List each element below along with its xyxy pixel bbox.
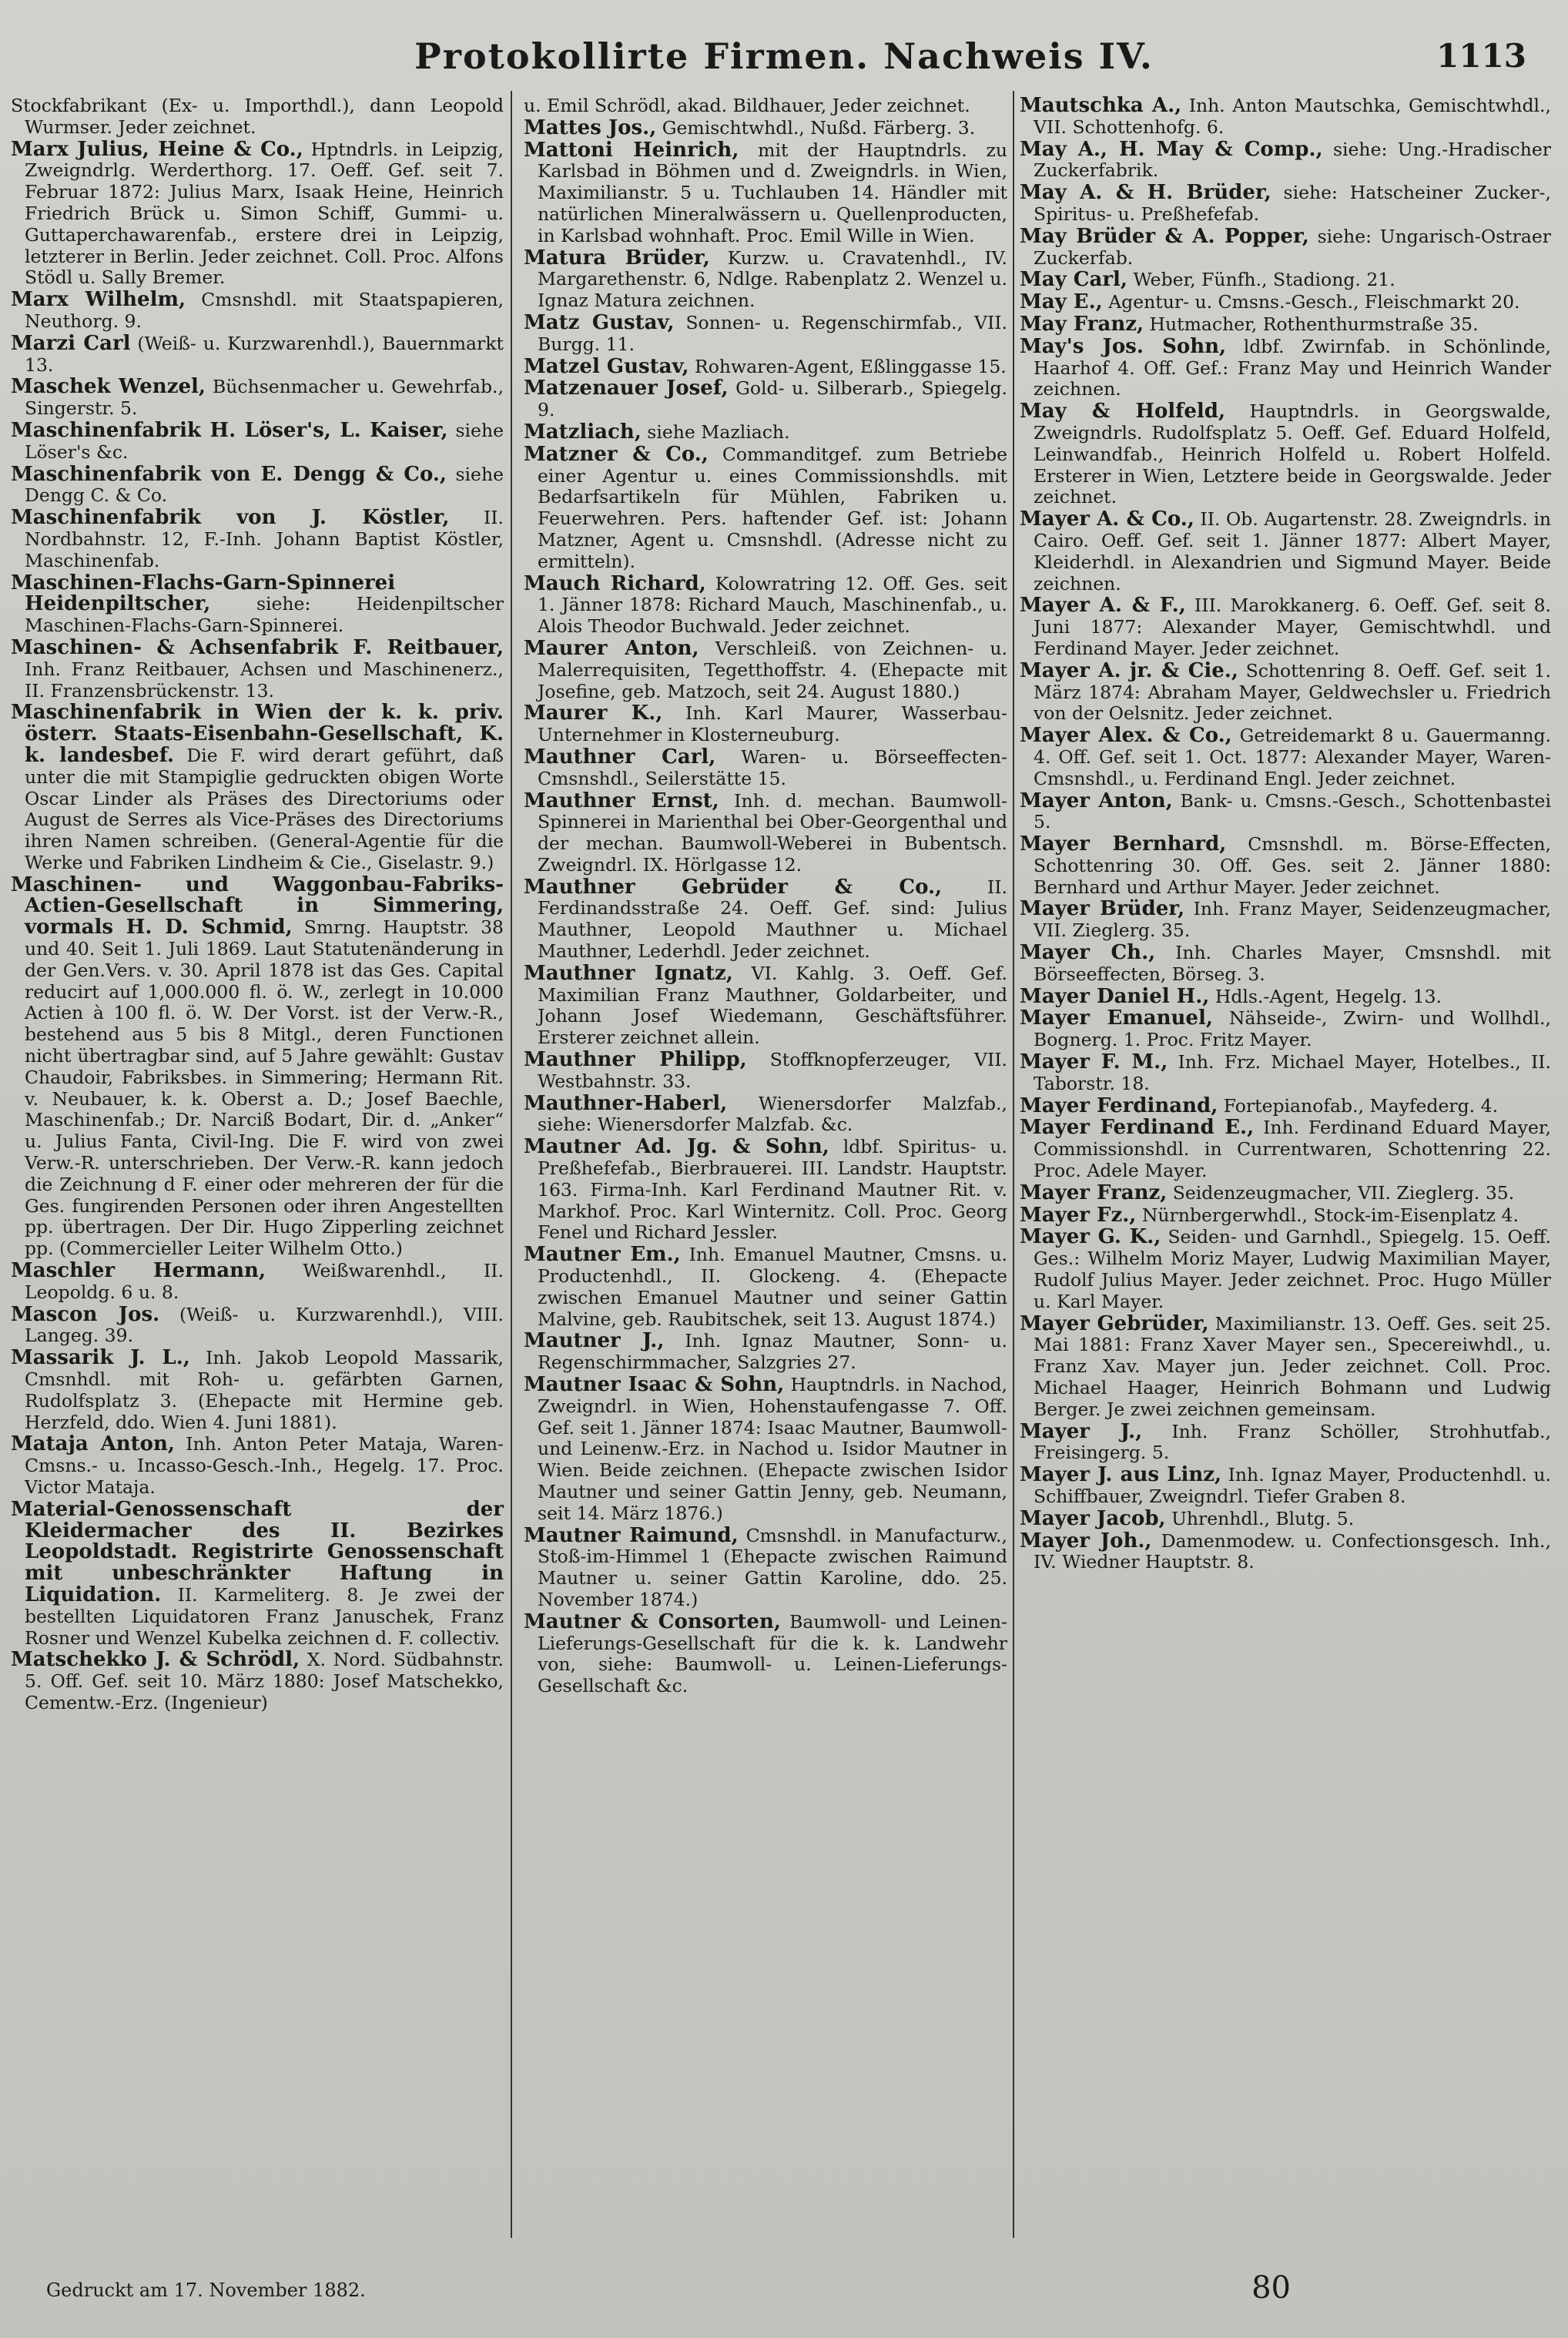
entry-firm-name: Mauthner-Haberl, (524, 1091, 728, 1115)
entry-firm-name: Mascon Jos. (11, 1302, 160, 1326)
directory-entry (1020, 1311, 1551, 1421)
entry-text: siehe: Ungarisch-Ostraer Zuckerfab. (1034, 225, 1552, 269)
entry-firm-name: Maschinenfabrik von E. Dengg & Co., (11, 462, 447, 486)
entry-text: Inh. Anton Mautschka, Gemischtwhdl., VII. Schottenhofg. 6. (1034, 95, 1551, 138)
entry-text: siehe: Hatscheiner Zucker-, Spiritus- u. Preßhefefab. (1034, 182, 1551, 225)
entry-text: u. Emil Schrödl, akad. Bildhauer, Jeder zeichnet. (524, 95, 970, 116)
directory-entry (524, 1523, 1007, 1611)
directory-entry (11, 95, 504, 139)
entry-firm-name: Mayer Ferdinand, (1020, 1094, 1218, 1117)
entry-text: Inh. Ignaz Mayer, Productenhdl. u. Schiffbauer, Zweigndrl. Tiefer Graben 8. (1034, 1464, 1551, 1507)
entry-text: Schottenring 8. Oeff. Gef. seit 1. März 1874: Abraham Mayer, Geldwechsler u. Friedrich von der Oelsnitz. Jeder zeichnet. (1034, 659, 1551, 725)
entry-text: II. Nordbahnstr. 12, F.-Inh. Johann Baptist Köstler, Maschinenfab. (25, 507, 504, 571)
entry-firm-name: Mayer J. aus Linz, (1020, 1463, 1222, 1487)
entry-text: Commanditgef. zum Betriebe einer Agentur u. eines Commissionshdls. mit Bedarfsartikeln für Mühlen, Fabriken u. Feuerwehren. Pers. haftender Gef. ist: Johann Matzner, Agent u. Cmsnshdl. (Adresse nicht zu ermitteln). (538, 443, 1007, 572)
entry-firm-name: Mauthner Gebrüder & Co., (524, 875, 943, 899)
entry-text: Getreidemarkt 8 u. Gauermanng. 4. Off. Gef. seit 1. Oct. 1877: Alexander Mayer, Waren-Cmsnshdl., u. Ferdinand Engl. Jeder zeichnet. (1034, 725, 1551, 789)
entry-text: Agentur- u. Cmsns.-Gesch., Fleischmarkt 20. (1108, 291, 1520, 313)
entry-firm-name: Marx Julius, Heine & Co., (11, 137, 303, 161)
directory-entry (1020, 1096, 1551, 1117)
directory-entry (11, 702, 504, 873)
entry-firm-name: Massarik J. L., (11, 1346, 190, 1370)
entry-firm-name: Mayer Ch., (1020, 941, 1156, 965)
column-divider (1013, 91, 1014, 2238)
directory-entry (11, 1348, 504, 1433)
entry-firm-name: Mayer Ferdinand E., (1020, 1116, 1255, 1140)
entry-text: Büchsenmacher u. Gewehrfab., Singerstr. 5. (25, 376, 504, 420)
directory-entry (1020, 139, 1551, 183)
entry-firm-name: Mauthner Philipp, (524, 1048, 747, 1072)
entry-firm-name: Mauthner Carl, (524, 745, 716, 769)
directory-entry (1020, 1205, 1551, 1227)
entry-text: Gemischtwhdl., Nußd. Färberg. 3. (662, 116, 976, 139)
entry-text: Cmsnshdl. mit Staatspapieren, Neuthorg. 9. (25, 289, 504, 332)
directory-entry (11, 464, 504, 507)
entry-firm-name: May E., (1020, 290, 1103, 314)
entry-text: Rohwaren-Agent, Eßlinggasse 15. (695, 355, 1007, 377)
entry-text: Gold- u. Silberarb., Spiegelg. 9. (538, 377, 1007, 421)
page-title: Protokollirte Firmen. Nachweis IV. (414, 35, 1154, 77)
directory-entry (11, 1650, 504, 1713)
column-left (11, 95, 504, 1715)
entry-text: Inh. Franz Mayer, Seidenzeugmacher, VII. Zieglerg. 35. (1034, 898, 1551, 942)
directory-entry (524, 747, 1007, 790)
directory-entry (524, 1375, 1007, 1525)
entry-firm-name: Maschinen-Flachs-Garn-Spinnerei Heidenpiltscher, (11, 571, 396, 616)
directory-entry (1020, 1227, 1551, 1312)
entry-text: Inh. Karl Maurer, Wasserbau-Unternehmer in Klosterneuburg. (538, 702, 1007, 746)
directory-entry (11, 139, 504, 290)
entry-firm-name: Mataja Anton, (11, 1432, 175, 1456)
directory-entry (11, 573, 504, 637)
entry-text: Hdls.-Agent, Hegelg. 13. (1215, 985, 1442, 1007)
entry-firm-name: Mayer Brüder, (1020, 897, 1185, 921)
page-number: 1113 (1436, 37, 1526, 75)
entry-firm-name: Maschler Hermann, (11, 1259, 266, 1283)
directory-entry (1020, 270, 1551, 291)
directory-entry (1020, 1531, 1551, 1574)
entry-text: Kurzw. u. Cravatenhdl., IV. Margarethenstr. 6, Ndlge. Rabenplatz 2. Wenzel u. Ignaz Matura zeichnen. (538, 246, 1007, 312)
directory-entry (1020, 509, 1551, 595)
entry-text: II. Ob. Augartenstr. 28. Zweigndrls. in Cairo. Oeff. Gef. seit 1. Jänner 1877: Albert Mayer, Kleiderhdl. in Alexandrien und Sigmund Mayer. Beide zeichnen. (1034, 508, 1551, 595)
entry-text: Nähseide-, Zwirn- und Wollhdl., Bognerg. 1. Proc. Fritz Mayer. (1034, 1007, 1551, 1051)
entry-firm-name: Maschek Wenzel, (11, 375, 206, 399)
entry-firm-name: Maschinenfabrik H. Löser's, L. Kaiser, (11, 418, 448, 442)
directory-entry (11, 290, 504, 333)
directory-entry (1020, 1419, 1551, 1465)
entry-text: Inh. Anton Peter Mataja, Waren-Cmsns.- u. Incasso-Gesch.-Inh., Hegelg. 17. Proc. Victor Mataja. (25, 1433, 504, 1498)
entry-text: III. Marokkanerg. 6. Oeff. Gef. seit 8. Juni 1877: Alexander Mayer, Gemischtwhdl. und Ferdinand Mayer. Jeder zeichnet. (1034, 595, 1551, 659)
directory-entry (1020, 986, 1551, 1008)
directory-entry (11, 875, 504, 1260)
entry-text: X. Nord. Südbahnstr. 5. Off. Gef. seit 10. März 1880: Josef Matschekko, Cementw.-Erz. (Ingenieur) (25, 1649, 504, 1713)
entry-text: siehe Mazliach. (647, 420, 790, 443)
directory-entry (1020, 1052, 1551, 1095)
entry-firm-name: Mayer A. jr. & Cie., (1020, 658, 1238, 682)
entry-firm-name: Mauthner Ignatz, (524, 961, 733, 985)
page-footer (46, 2270, 1545, 2309)
entry-text: Kolowratring 12. Off. Ges. seit 1. Jänner 1878: Richard Mauch, Maschinenfab., u. Alois Theodor Buchwald. Jeder zeichnet. (538, 572, 1008, 638)
entry-text: Verschleiß. von Zeichnen- u. Malerrequisiten, Tegetthoffstr. 4. (Ehepacte mit Josefine, geb. Matzoch, seit 24. August 1880.) (538, 637, 1007, 702)
entry-firm-name: Mayer Anton, (1020, 789, 1173, 812)
entry-text: Fortepianofab., Mayfederg. 4. (1223, 1094, 1499, 1117)
directory-entry (11, 1434, 504, 1498)
entry-text: siehe Dengg C. & Co. (25, 463, 504, 507)
entry-text: Waren- u. Börseeffecten-Cmsnshdl., Seilerstätte 15. (538, 745, 1007, 789)
entry-text: siehe: Heidenpiltscher Maschinen-Flachs-Garn-Spinnerei. (25, 593, 504, 637)
entry-text: Seidenzeugmacher, VII. Zieglerg. 35. (1172, 1181, 1515, 1204)
directory-entry (524, 877, 1007, 963)
entry-text: Hauptndrls. in Nachod, Zweigndrl. in Wien, Hohenstaufengasse 7. Off. Gef. seit 1. Jänner 1874: Isaac Mautner, Baumwoll- und Leinenw.-Erz. in Nachod u. Isidor Mautner in Wien. Beide zeichnen. (Ehepacte zwischen Isidor Mautner und seiner Gattin Jenny, geb. Neumann, seit 14. März 1876.) (538, 1374, 1007, 1524)
entry-text: siehe: Ung.-Hradischer Zuckerfabrik. (1034, 138, 1551, 182)
directory-entry (524, 638, 1007, 702)
entry-text: Inh. Frz. Michael Mayer, Hotelbes., II. Taborstr. 18. (1034, 1051, 1551, 1094)
entry-firm-name: Mautner Isaac & Sohn, (524, 1373, 785, 1397)
directory-entry (1020, 725, 1551, 789)
entry-firm-name: Mayer F. M., (1020, 1050, 1168, 1074)
entry-firm-name: Mayer Fz., (1020, 1203, 1137, 1227)
directory-entry (11, 1261, 504, 1304)
entry-firm-name: Mautner Raimund, (524, 1523, 739, 1547)
directory-entry (1020, 658, 1551, 725)
entry-text: Sonnen- u. Regenschirmfab., VII. Burgg. 11. (538, 311, 1008, 355)
entry-firm-name: Mayer A. & F., (1020, 594, 1186, 618)
entry-firm-name: Mayer Alex. & Co., (1020, 724, 1232, 748)
entry-text: mit der Hauptndrls. zu Karlsbad in Böhmen und d. Zweigndrls. in Wien, Maximilianstr. 5 u. Tuchlauben 14. Händler mit natürlichen Mineralwässern u. Quellenproducten, in Karlsbad wohnhaft. Proc. Emil Wille in Wien. (538, 139, 1007, 246)
entry-text: ldbf. Spiritus- u. Preßhefefab., Bierbrauerei. III. Landstr. Hauptstr. 163. Firma-Inh. Karl Ferdinand Mautner Rit. v. Markhof. Proc. Karl Winternitz. Coll. Proc. Georg Fenel und Richard Jessler. (538, 1136, 1007, 1244)
directory-entry (524, 1609, 1007, 1697)
directory-entry (1020, 1117, 1551, 1181)
entry-firm-name: Mayer Jacob, (1020, 1506, 1166, 1530)
entry-text: Hauptndrls. in Georgswalde, Zweigndrls. Rudolfsplatz 5. Oeff. Gef. Eduard Holfeld, Leinwandfab., Heinrich Holfeld u. Robert Holfeld. Ersterer in Wien, Letztere beide in Georgswalde. Jeder zeichnet. (1034, 400, 1551, 508)
directory-entry (11, 635, 504, 702)
entry-firm-name: Mattoni Heinrich, (524, 138, 739, 162)
entry-firm-name: Maurer K., (524, 702, 663, 725)
signature-mark: 80 (1251, 2270, 1291, 2306)
entry-firm-name: Matz Gustav, (524, 310, 675, 334)
entry-text: Hptndrls. in Leipzig, Zweigndrlg. Werderthorg. 17. Oeff. Gef. seit 7. Februar 1872: Julius Marx, Isaak Heine, Heinrich Friedrich Brück u. Simon Schiff, Gummi- u. Guttaperchawarenfab., erstere drei in Leipzig, letzterer in Berlin. Jeder zeichnet. Coll. Proc. Alfons Stödl u. Sally Bremer. (25, 138, 504, 289)
directory-entry (524, 378, 1007, 421)
directory-entry (1020, 943, 1551, 986)
entry-text: (Weiß- u. Kurzwarenhdl.), VIII. Langeg. 39. (25, 1303, 504, 1347)
entry-firm-name: May & Holfeld, (1020, 400, 1225, 424)
directory-entry (1020, 95, 1551, 139)
entry-firm-name: Mayer Gebrüder, (1020, 1311, 1209, 1335)
entry-firm-name: Mautner Ad. Jg. & Sohn, (524, 1135, 829, 1159)
entry-text: Stoffknopferzeuger, VII. Westbahnstr. 33. (538, 1049, 1007, 1092)
directory-entry (1020, 292, 1551, 313)
directory-entry (524, 1244, 1007, 1330)
entry-firm-name: Matzner & Co., (524, 442, 709, 466)
directory-entry (1020, 314, 1551, 336)
entry-text: Bank- u. Cmsns.-Gesch., Schottenbastei 5. (1034, 789, 1551, 833)
entry-text: Cmsnshdl. m. Börse-Effecten, Schottenring 30. Off. Ges. seit 2. Jänner 1880: Bernhard und Arthur Mayer. Jeder zeichnet. (1034, 833, 1551, 898)
entry-firm-name: Maschinenfabrik von J. Köstler, (11, 506, 450, 530)
directory-entry (1020, 334, 1552, 400)
entry-text: II. Ferdinandsstraße 24. Oeff. Gef. sind: Julius Mauthner, Leopold Mauthner u. Michael Mauthner, Lederhdl. Jeder zeichnet. (538, 876, 1007, 963)
entry-text: Inh. d. mechan. Baumwoll-Spinnerei in Marienthal bei Ober-Georgenthal und der mechan. Baumwoll-Weberei in Bubentsch. Zweigndrl. IX. Hörlgasse 12. (538, 789, 1007, 876)
directory-entry (524, 1137, 1007, 1244)
directory-entry (524, 571, 1008, 638)
entry-firm-name: Mayer G. K., (1020, 1225, 1161, 1249)
directory-entry (11, 507, 504, 571)
directory-entry (524, 310, 1008, 356)
entry-firm-name: Material-Genossenschaft der Kleidermacher des II. Bezirkes Leopoldstadt. Registrirte Genossenschaft mit unbeschränkter Haftung in Liquidation. (11, 1497, 504, 1606)
entry-text: Inh. Jakob Leopold Massarik, Cmsnhdl. mit Roh- u. gefärbten Garnen, Rudolfsplatz 3. (Ehepacte mit Hermine geb. Herzfeld, ddo. Wien 4. Juni 1881). (25, 1347, 504, 1433)
directory-entry (1020, 595, 1551, 659)
entry-firm-name: Mautner J., (524, 1329, 665, 1353)
entry-firm-name: Marx Wilhelm, (11, 288, 186, 312)
entry-text: Maximilianstr. 13. Oeff. Ges. seit 25. Mai 1881: Franz Xaver Mayer sen., Specereiwhdl., u. Franz Xav. Mayer jun. Jeder zeichnet. Coll. Proc. Michael Haager, Heinrich Bohmann und Ludwig Berger. Je zwei zeichnen gemeinsam. (1034, 1312, 1551, 1420)
directory-entry (524, 1091, 1007, 1137)
entry-text: Die F. wird derart geführt, daß unter die mit Stampiglie gedruckten obigen Worte Oscar Linder als Präses des Directoriums oder August de Serres als Vice-Präses des Directoriums ihren Namen schreiben. (General-Agentie für die Werke und Fabriken Lindheim & Cie., Giselastr. 9.) (25, 744, 504, 873)
entry-text: Cmsnshdl. in Manufacturw., Stoß-im-Himmel 1 (Ehepacte zwischen Raimund Mautner u. seiner Gattin Karoline, ddo. 25. November 1874.) (538, 1524, 1007, 1610)
directory-entry (524, 444, 1007, 573)
directory-entry (1020, 1506, 1551, 1530)
entry-firm-name: May A. & H. Brüder, (1020, 181, 1271, 205)
entry-firm-name: Matzel Gustav, (524, 354, 689, 378)
column-right (1020, 95, 1551, 1574)
entry-text: Hutmacher, Rothenthurmstraße 35. (1149, 313, 1479, 335)
entry-firm-name: May A., H. May & Comp., (1020, 137, 1323, 161)
entry-firm-name: Mauthner Ernst, (524, 789, 719, 812)
entry-firm-name: Maschinen- und Waggonbau-Fabriks-Actien-Gesellschaft in Simmering, vormals H. D. Schmid, (11, 873, 504, 940)
directory-entry (524, 1050, 1007, 1093)
entry-firm-name: Mautschka A., (1020, 94, 1182, 117)
column-middle (524, 95, 1007, 1698)
entry-text: Seiden- und Garnhdl., Spiegelg. 15. Oeff. Ges.: Wilhelm Moriz Mayer, Ludwig Maximilian Mayer, Rudolf Julius Mayer. Jeder zeichnet. Proc. Hugo Müller u. Karl Mayer. (1034, 1226, 1551, 1312)
entry-text: Inh. Franz Reitbauer, Achsen und Maschinenerz., II. Franzensbrückenstr. 13. (25, 658, 504, 702)
entry-firm-name: Mayer Emanuel, (1020, 1007, 1213, 1030)
entry-firm-name: Mayer J., (1020, 1419, 1143, 1443)
entry-text: Baumwoll- und Leinen-Lieferungs-Gesellschaft für die k. k. Landwehr von, siehe: Baumwoll- u. Leinen-Lieferungs-Gesellschaft &c. (538, 1610, 1007, 1697)
directory-entry (524, 140, 1007, 247)
directory-entry (524, 963, 1007, 1049)
entry-firm-name: Matura Brüder, (524, 246, 710, 270)
directory-entry (1020, 899, 1551, 942)
entry-firm-name: Mayer Franz, (1020, 1181, 1168, 1204)
entry-firm-name: Mayer A. & Co., (1020, 507, 1194, 531)
printed-date: Gedruckt am 17. November 1882. (46, 2279, 366, 2301)
directory-entry (1020, 183, 1551, 226)
entry-text: Inh. Franz Schöller, Strohhutfab., Freisingerg. 5. (1034, 1420, 1551, 1464)
entry-firm-name: Maschinen- & Achsenfabrik F. Reitbauer, (11, 635, 504, 659)
directory-entry (1020, 401, 1551, 508)
directory-entry (1020, 226, 1551, 270)
entry-firm-name: Mauch Richard, (524, 571, 706, 595)
directory-entry (524, 118, 1007, 139)
entry-text: ldbf. Zwirnfab. in Schönlinde, Haarhof 4. Off. Gef.: Franz May und Heinrich Wander zeichnen. (1034, 335, 1552, 400)
entry-text: Smrng. Hauptstr. 38 und 40. Seit 1. Juli 1869. Laut Statutenänderung in der Gen.Vers. v. 30. April 1878 ist das Ges. Capital reducirt auf 1,000.000 fl. ö. W., zerlegt in 10.000 Actien à 100 fl. ö. W. Der Vorst. ist der Verw.-R., bestehend aus 5 bis 8 Mitgl., deren Functionen nicht übertragbar sind, auf 5 Jahre gewählt: Gustav Chaudoir, Fabriksbes. in Simmering; Hermann Rit. v. Neubauer, k. k. Oberst a. D.; Josef Baechle, Maschinenfab.; Dr. Narciß Bodart, Dir. d. „Anker“ u. Julius Fanta, Civil-Ing. Die F. wird von zwei Verw.-R. unterschrieben. Der Verw.-R. kann jedoch die Zeichnung d F. einer oder mehreren der für die Ges. fungirenden Personen oder ihren Angestellten pp. übertragen. Der Dir. Hugo Zipperling zeichnet pp. (Commercieller Leiter Wilhelm Otto.) (25, 916, 504, 1260)
page-header (23, 35, 1545, 82)
directory-entry (524, 354, 1007, 378)
column-divider (511, 91, 512, 2238)
directory-entry (524, 422, 1007, 444)
directory-entry (1020, 1465, 1551, 1508)
entry-firm-name: Matschekko J. & Schrödl, (11, 1648, 300, 1672)
directory-entry (524, 703, 1007, 746)
directory-entry (11, 1302, 504, 1348)
entry-text: Nürnbergerwhdl., Stock-im-Eisenplatz 4. (1141, 1204, 1519, 1226)
entry-firm-name: Marzi Carl (11, 331, 131, 355)
entry-text: II. Karmeliterg. 8. Je zwei der bestellten Liquidatoren Franz Januschek, Franz Rosner und Wenzel Kubelka zeichnen d. F. collectiv. (25, 1583, 504, 1649)
directory-entry (1020, 1183, 1551, 1204)
directory-entry (1020, 834, 1551, 898)
entry-firm-name: Mayer Joh., (1020, 1529, 1152, 1553)
entry-text: (Weiß- u. Kurzwarenhdl.), Bauernmarkt 13. (25, 332, 504, 376)
entry-text: Inh. Ferdinand Eduard Mayer, Commissionshdl. in Currentwaren, Schottenring 22. Proc. Adele Mayer. (1034, 1117, 1551, 1182)
directory-entry (524, 95, 1007, 117)
entry-firm-name: Maurer Anton, (524, 636, 699, 660)
entry-text: siehe Löser's &c. (25, 419, 504, 463)
entry-firm-name: Matzenauer Josef, (524, 377, 729, 400)
entry-firm-name: Matzliach, (524, 420, 642, 444)
entry-firm-name: Maschinenfabrik in Wien der k. k. priv. österr. Staats-Eisenbahn-Gesellschaft, K. k. landesbef. (11, 701, 504, 767)
entry-firm-name: May Carl, (1020, 268, 1127, 292)
entry-text: Stockfabrikant (Ex- u. Importhdl.), dann Leopold Wurmser. Jeder zeichnet. (11, 95, 504, 138)
entry-text: Inh. Charles Mayer, Cmsnshdl. mit Börseeffecten, Börseg. 3. (1034, 942, 1551, 985)
directory-entry (11, 377, 504, 420)
entry-firm-name: Mautner Em., (524, 1243, 681, 1267)
entry-text: VI. Kahlg. 3. Oeff. Gef. Maximilian Franz Mauthner, Goldarbeiter, und Johann Josef Wiedemann, Geschäftsführer. Ersterer zeichnet allein. (538, 962, 1007, 1049)
directory-entry (1020, 1008, 1551, 1051)
directory-entry (524, 1331, 1007, 1374)
entry-text: Weber, Fünfh., Stadiong. 21. (1133, 269, 1395, 291)
entry-firm-name: Mayer Bernhard, (1020, 832, 1227, 856)
directory-entry (11, 420, 504, 464)
directory-entry (11, 333, 504, 377)
entry-firm-name: May's Jos. Sohn, (1020, 334, 1227, 358)
entry-firm-name: Mautner & Consorten, (524, 1609, 781, 1633)
entry-text: Damenmodew. u. Confectionsgesch. Inh., IV. Wiedner Hauptstr. 8. (1034, 1529, 1551, 1573)
entry-text: Wienersdorfer Malzfab., siehe: Wienersdorfer Malzfab. &c. (538, 1092, 1007, 1136)
entry-text: Weißwarenhdl., II. Leopoldg. 6 u. 8. (25, 1260, 504, 1303)
entry-firm-name: Mayer Daniel H., (1020, 984, 1210, 1008)
entry-text: Uhrenhdl., Blutg. 5. (1171, 1507, 1355, 1529)
directory-entry (524, 791, 1007, 876)
entry-firm-name: Mattes Jos., (524, 116, 657, 139)
entry-text: Inh. Ignaz Mautner, Sonn- u. Regenschirmmacher, Salzgries 27. (538, 1330, 1007, 1374)
directory-entry (11, 1499, 504, 1650)
directory-entry (524, 248, 1007, 312)
entry-text: Inh. Emanuel Mautner, Cmsns. u. Productenhdl., II. Glockeng. 4. (Ehepacte zwischen Emanuel Mautner und seiner Gattin Malvine, geb. Raubitschek, seit 13. August 1874.) (538, 1244, 1007, 1330)
directory-entry (1020, 791, 1551, 834)
entry-firm-name: May Franz, (1020, 312, 1144, 336)
entry-firm-name: May Brüder & A. Popper, (1020, 224, 1309, 248)
